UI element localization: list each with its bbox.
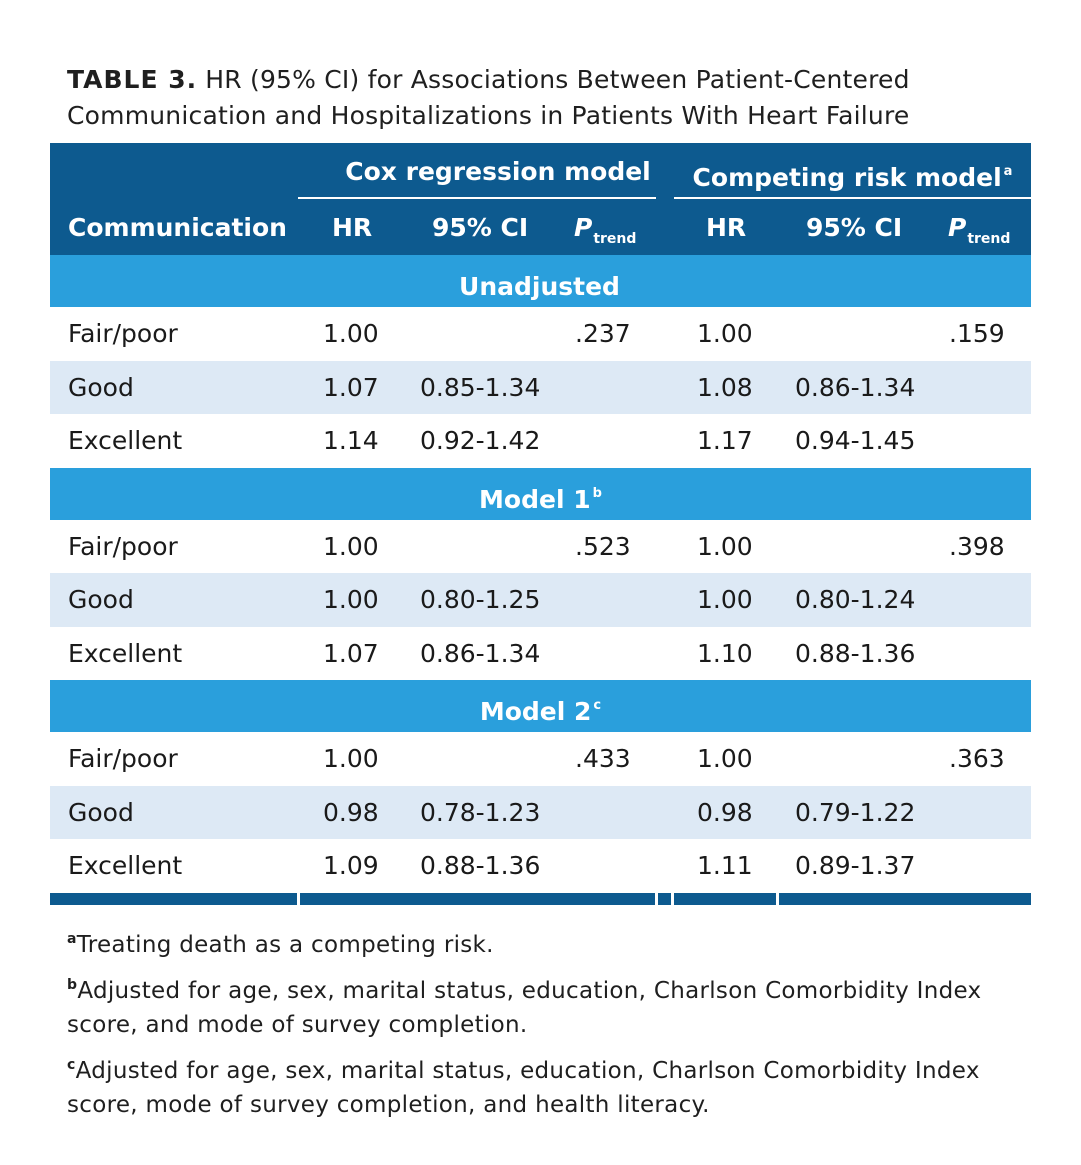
table-row xyxy=(50,732,1031,786)
table-row xyxy=(50,839,1031,893)
footnote-mark: a xyxy=(67,931,77,947)
cell-cr-hr: 1.10 xyxy=(697,638,753,668)
cell-cox-hr: 1.00 xyxy=(323,531,379,561)
section-header xyxy=(50,680,1031,732)
cell-communication: Fair/poor xyxy=(68,319,178,348)
section-title: Unadjusted xyxy=(459,272,620,301)
section-title: Model 1 xyxy=(479,484,591,514)
cell-cr-hr: 1.08 xyxy=(697,372,753,402)
table-row xyxy=(50,573,1031,627)
table-title: HR (95% CI) for Associations Between Patient-Centered Communication and Hospitalizations in Patients With Heart Failure xyxy=(67,65,910,130)
cell-cr-ci: 0.88-1.36 xyxy=(795,638,916,668)
cell-cr-ci: 0.94-1.45 xyxy=(795,426,916,455)
cell-communication: Good xyxy=(68,797,134,827)
cell-cox-ci: 0.86-1.34 xyxy=(420,638,541,668)
cell-communication: Excellent xyxy=(68,851,183,880)
cell-cox-hr: 1.09 xyxy=(323,851,379,880)
cell-cox-hr: 1.00 xyxy=(323,744,379,773)
table-body xyxy=(50,255,1031,893)
col-header-communication: Communication xyxy=(68,213,287,242)
table-row xyxy=(50,786,1031,840)
table-header xyxy=(50,143,1031,255)
section-title: Model 2 xyxy=(479,697,592,726)
section-footnote-mark: c xyxy=(593,698,602,713)
cell-cr-hr: 1.00 xyxy=(697,585,753,614)
cell-communication: Fair/poor xyxy=(68,531,178,561)
cell-communication: Good xyxy=(68,372,134,402)
table-caption xyxy=(67,62,1047,134)
cell-cox-hr: 1.07 xyxy=(323,638,379,668)
table-row xyxy=(50,520,1031,574)
cell-cr-ci: 0.80-1.24 xyxy=(795,585,916,614)
group-underline-cox xyxy=(298,197,656,199)
table-row xyxy=(50,307,1031,361)
cell-cr-ci: 0.89-1.37 xyxy=(795,851,916,880)
cell-cr-ci: 0.79-1.22 xyxy=(795,797,916,827)
cell-cr-hr: 1.00 xyxy=(697,744,753,773)
cell-communication: Excellent xyxy=(68,426,183,455)
table-row xyxy=(50,627,1031,681)
cell-cox-ci: 0.92-1.42 xyxy=(420,426,541,455)
cell-cox-p: .523 xyxy=(575,531,631,561)
cell-cr-hr: 1.17 xyxy=(697,426,753,455)
col-header-cox-p: $P_{trend}$ xyxy=(574,213,637,247)
footnote xyxy=(67,1048,1027,1122)
footnote-text: Adjusted for age, sex, marital status, education, Charlson Comorbidity Index score, and mode of survey completion. xyxy=(67,978,982,1038)
cell-cr-p: .398 xyxy=(949,531,1005,561)
col-header-cox-hr: HR xyxy=(332,213,373,242)
cell-communication: Excellent xyxy=(68,638,183,668)
section-header xyxy=(50,468,1031,520)
footnote xyxy=(67,922,1027,962)
table-row xyxy=(50,414,1031,468)
cell-cox-hr: 0.98 xyxy=(323,797,379,827)
footnote xyxy=(67,968,1027,1042)
cell-cr-p: .363 xyxy=(949,744,1005,773)
footnote-mark: c xyxy=(67,1057,76,1073)
table-label: TABLE 3. xyxy=(67,65,198,94)
cell-cr-hr: 1.00 xyxy=(697,531,753,561)
col-header-cr-ci: 95% CI xyxy=(806,213,903,242)
group-header-cox: Cox regression model xyxy=(345,157,651,186)
cell-cr-hr: 1.00 xyxy=(697,319,753,348)
cell-communication: Fair/poor xyxy=(68,744,178,773)
cell-cr-hr: 0.98 xyxy=(697,797,753,827)
col-header-cox-ci: 95% CI xyxy=(432,213,529,242)
results-table xyxy=(50,143,1031,905)
section-footnote-mark: b xyxy=(592,485,602,501)
cell-cox-ci: 0.88-1.36 xyxy=(420,851,541,880)
section-header xyxy=(50,255,1031,307)
footnote-mark: b xyxy=(67,977,78,993)
col-header-cr-p: $P_{trend}$ xyxy=(948,213,1011,247)
cell-cox-ci: 0.78-1.23 xyxy=(420,797,541,827)
cell-cox-hr: 1.00 xyxy=(323,585,379,614)
footnotes xyxy=(67,922,1027,1128)
cell-cox-ci: 0.80-1.25 xyxy=(420,585,541,614)
cell-cr-hr: 1.11 xyxy=(697,851,753,880)
cell-cox-hr: 1.00 xyxy=(323,319,379,348)
cell-cox-p: .433 xyxy=(575,744,631,773)
footnote-text: Treating death as a competing risk. xyxy=(76,932,494,958)
group-underline-competing xyxy=(674,197,1031,199)
col-header-cr-hr: HR xyxy=(706,213,747,242)
cell-cox-hr: 1.07 xyxy=(323,372,379,402)
cell-cr-p: .159 xyxy=(949,319,1005,348)
table-bottom-rule xyxy=(50,893,1031,905)
cell-cox-ci: 0.85-1.34 xyxy=(420,372,541,402)
footnote-text: Adjusted for age, sex, marital status, education, Charlson Comorbidity Index score, mode of survey completion, and health literacy. xyxy=(67,1058,980,1118)
cell-communication: Good xyxy=(68,585,134,614)
cell-cr-ci: 0.86-1.34 xyxy=(795,372,916,402)
cell-cox-hr: 1.14 xyxy=(323,426,379,455)
group-header-competing: Competing risk model $^a$ xyxy=(692,163,1013,192)
table-row xyxy=(50,361,1031,415)
cell-cox-p: .237 xyxy=(575,319,631,348)
